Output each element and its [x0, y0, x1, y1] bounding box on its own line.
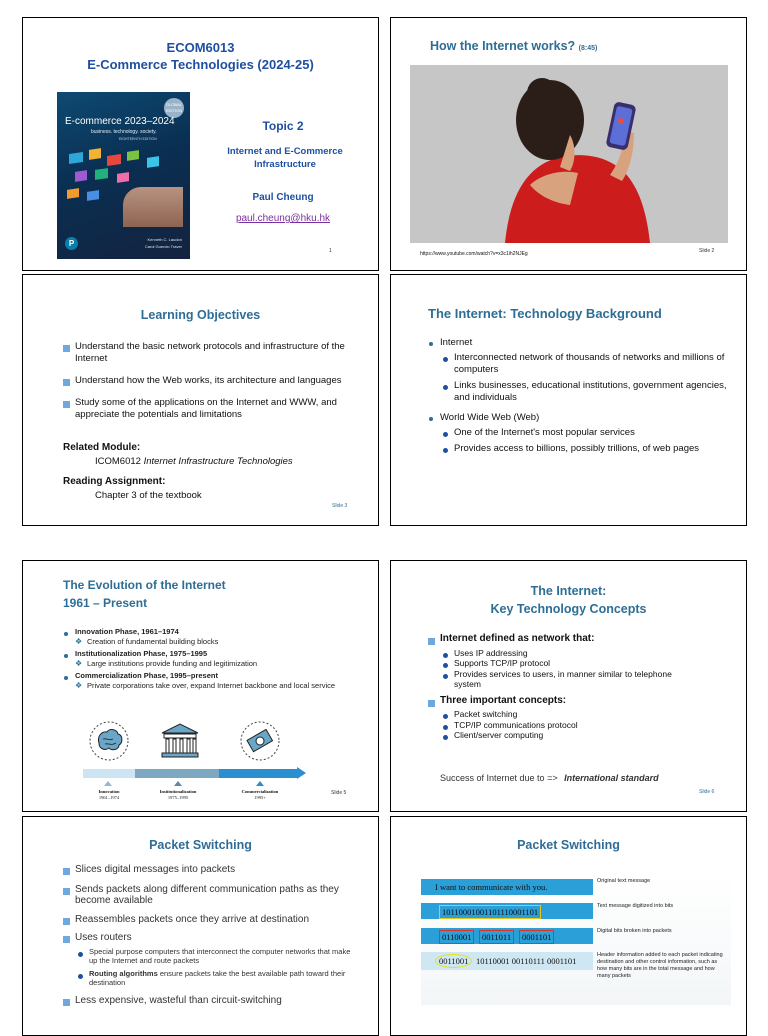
woman-with-phone-image	[410, 65, 728, 243]
success-emphasis: International standard	[564, 773, 659, 783]
background-list	[428, 337, 728, 455]
book-title: E-commerce 2023–2024	[65, 116, 175, 127]
video-duration: (8:45)	[578, 45, 598, 52]
phase-name: Institutionalization Phase, 1975–1995	[63, 649, 363, 659]
sub-bullet: Provides services to users, in manner similar to telephone system	[442, 669, 684, 690]
slide-number: 1	[329, 248, 332, 254]
slide-title-line1: The Evolution of the Internet	[63, 578, 226, 592]
slide-title-line2: Key Technology Concepts	[490, 602, 647, 616]
app-tiles	[63, 147, 183, 227]
slide-2	[390, 17, 747, 271]
sub-bullet: Special purpose computers that interconnect the computer networks that make up the Internet and route packets	[77, 947, 359, 966]
book-subtitle: business. technology. society.	[91, 129, 157, 135]
success-text: Success of Internet due to =>	[440, 773, 558, 783]
heading-network: Internet defined as network that:	[428, 634, 728, 645]
packet-list	[63, 864, 363, 1006]
packet-3: 0001101	[519, 930, 554, 944]
book-author-1: Kenneth C. Laudon	[147, 237, 182, 242]
caption: Original text message	[597, 878, 651, 884]
slide-7	[22, 816, 379, 1036]
related-module-label: Related Module:	[63, 442, 141, 453]
bullet-item: Less expensive, wasteful than circuit-switching	[63, 995, 363, 1007]
course-code: ECOM6013	[166, 40, 235, 55]
header-bits: 0011001	[435, 954, 472, 968]
bullet-item: Reassembles packets once they arrive at destination	[63, 914, 325, 926]
slide-1	[22, 17, 379, 271]
heading-concepts: Three important concepts:	[428, 696, 728, 707]
book-cover	[57, 92, 190, 259]
phase-name: Innovation Phase, 1961–1974	[63, 627, 363, 637]
bullet-item: Slices digital messages into packets	[63, 864, 363, 876]
slide-title: The Internet: Technology Background	[428, 306, 662, 321]
sub-bullet: Supports TCP/IP protocol	[442, 658, 728, 669]
sub-bullet: Client/server computing	[442, 730, 728, 741]
video-frame[interactable]	[410, 65, 728, 243]
module-code: ICOM6012	[95, 456, 141, 467]
slide-title-line1: The Internet:	[530, 584, 607, 598]
caption: Digital bits broken into packets	[597, 928, 672, 934]
bullet-web: World Wide Web (Web)	[428, 412, 728, 424]
innovation-brain-icon	[89, 721, 129, 761]
bullet-internet: Internet	[428, 337, 728, 349]
success-statement	[440, 773, 659, 783]
sub-bullet: Provides access to billions, possibly trillions, of web pages	[442, 443, 728, 455]
commercialization-money-icon	[240, 721, 280, 761]
slide-5	[22, 560, 379, 812]
timeline-label: Commercialization 1995+	[241, 789, 279, 800]
slide-title-line2: 1961 – Present	[63, 596, 148, 610]
related-module	[95, 456, 293, 467]
phase-detail: ❖ Large institutions provide funding and legitimization	[75, 659, 363, 669]
slide-number: Slide 2	[699, 248, 715, 254]
module-name: Internet Infrastructure Technologies	[143, 456, 293, 467]
sub-bullet: Uses IP addressing	[442, 648, 728, 659]
book-edition: EIGHTEENTH EDITION	[119, 137, 157, 141]
phase-detail: ❖ Creation of fundamental building blocks	[75, 637, 363, 647]
video-url[interactable]: https://www.youtube.com/watch?v=x3c1ih2NJEg	[420, 251, 528, 257]
objective-item: Understand how the Web works, its architecture and languages	[63, 375, 353, 387]
packet-2: 0011011	[479, 930, 514, 944]
slide-title: Packet Switching	[149, 838, 252, 852]
slide-number: Slide 5	[331, 790, 347, 796]
objectives-list	[63, 341, 353, 421]
timeline-marker	[256, 781, 264, 786]
concepts-list	[428, 634, 728, 741]
slide-title: Packet Switching	[517, 838, 620, 852]
sub-bullet: Links businesses, educational institutions, government agencies, and individuals	[442, 380, 728, 404]
bullet-item: Uses routers	[63, 932, 363, 944]
bits-text: 10110001001101110001101	[439, 905, 541, 919]
publisher-logo: P	[65, 237, 78, 250]
topic-subtitle: Internet and E-Commerce Infrastructure	[227, 146, 343, 170]
caption: Text message digitized into bits	[597, 903, 674, 909]
sub-bullet: Interconnected network of thousands of networks and millions of computers	[442, 352, 728, 376]
slide-number: Slide 6	[699, 789, 715, 795]
original-text: I want to communicate with you.	[435, 882, 548, 892]
sub-bullet: TCP/IP communications protocol	[442, 720, 728, 731]
phase-detail: ❖ Private corporations take over, expand Internet backbone and local service	[75, 681, 337, 691]
phase-list	[63, 627, 363, 690]
slide-3	[22, 274, 379, 526]
timeline-marker	[174, 781, 182, 786]
slide-8	[390, 816, 747, 1036]
packet-bits: 10110001 00110111 0001101	[476, 956, 577, 966]
slide-number: Slide 3	[332, 503, 348, 509]
slide-title: Learning Objectives	[140, 308, 261, 322]
objective-item: Understand the basic network protocols and infrastructure of the Internet	[63, 341, 353, 365]
timeline-label: Institutionalization 1975–1995	[159, 789, 197, 800]
timeline-marker	[104, 781, 112, 786]
sub-bullet: Packet switching	[442, 709, 728, 720]
phase-name: Commercialization Phase, 1995–present	[63, 671, 363, 681]
sub-bullet: Routing algorithms ensure packets take the best available path toward their destination	[77, 969, 359, 988]
bullet-item: Sends packets along different communication paths as they become available	[63, 884, 345, 907]
slide-6	[390, 560, 747, 812]
objective-item: Study some of the applications on the Internet and WWW, and appreciate the potentials and limitations	[63, 397, 353, 421]
author-name: Paul Cheung	[252, 192, 314, 203]
packet-1: 0110001	[439, 930, 474, 944]
book-author-2: Carol Guercio Traver	[144, 244, 182, 249]
timeline-bar	[83, 769, 303, 778]
author-email[interactable]: paul.cheung@hku.hk	[235, 213, 331, 224]
institution-building-icon	[158, 721, 202, 761]
slide-4	[390, 274, 747, 526]
slide-title	[430, 39, 597, 53]
sub-bullet: One of the Internet's most popular services	[442, 427, 728, 439]
reading-label: Reading Assignment:	[63, 476, 166, 487]
title-text: How the Internet works?	[430, 39, 576, 53]
course-title: E-Commerce Technologies (2024-25)	[87, 57, 314, 72]
book-badge: GLOBAL EDITION	[164, 98, 184, 118]
timeline-label: Innovation 1961–1974	[98, 789, 120, 800]
topic-label: Topic 2	[262, 119, 304, 133]
caption: Header information added to each packet indicating destination and other control information, such as how many bits are in the total message and how many packets	[597, 952, 723, 979]
packet-diagram	[421, 875, 731, 1005]
reading-text: Chapter 3 of the textbook	[95, 490, 202, 501]
